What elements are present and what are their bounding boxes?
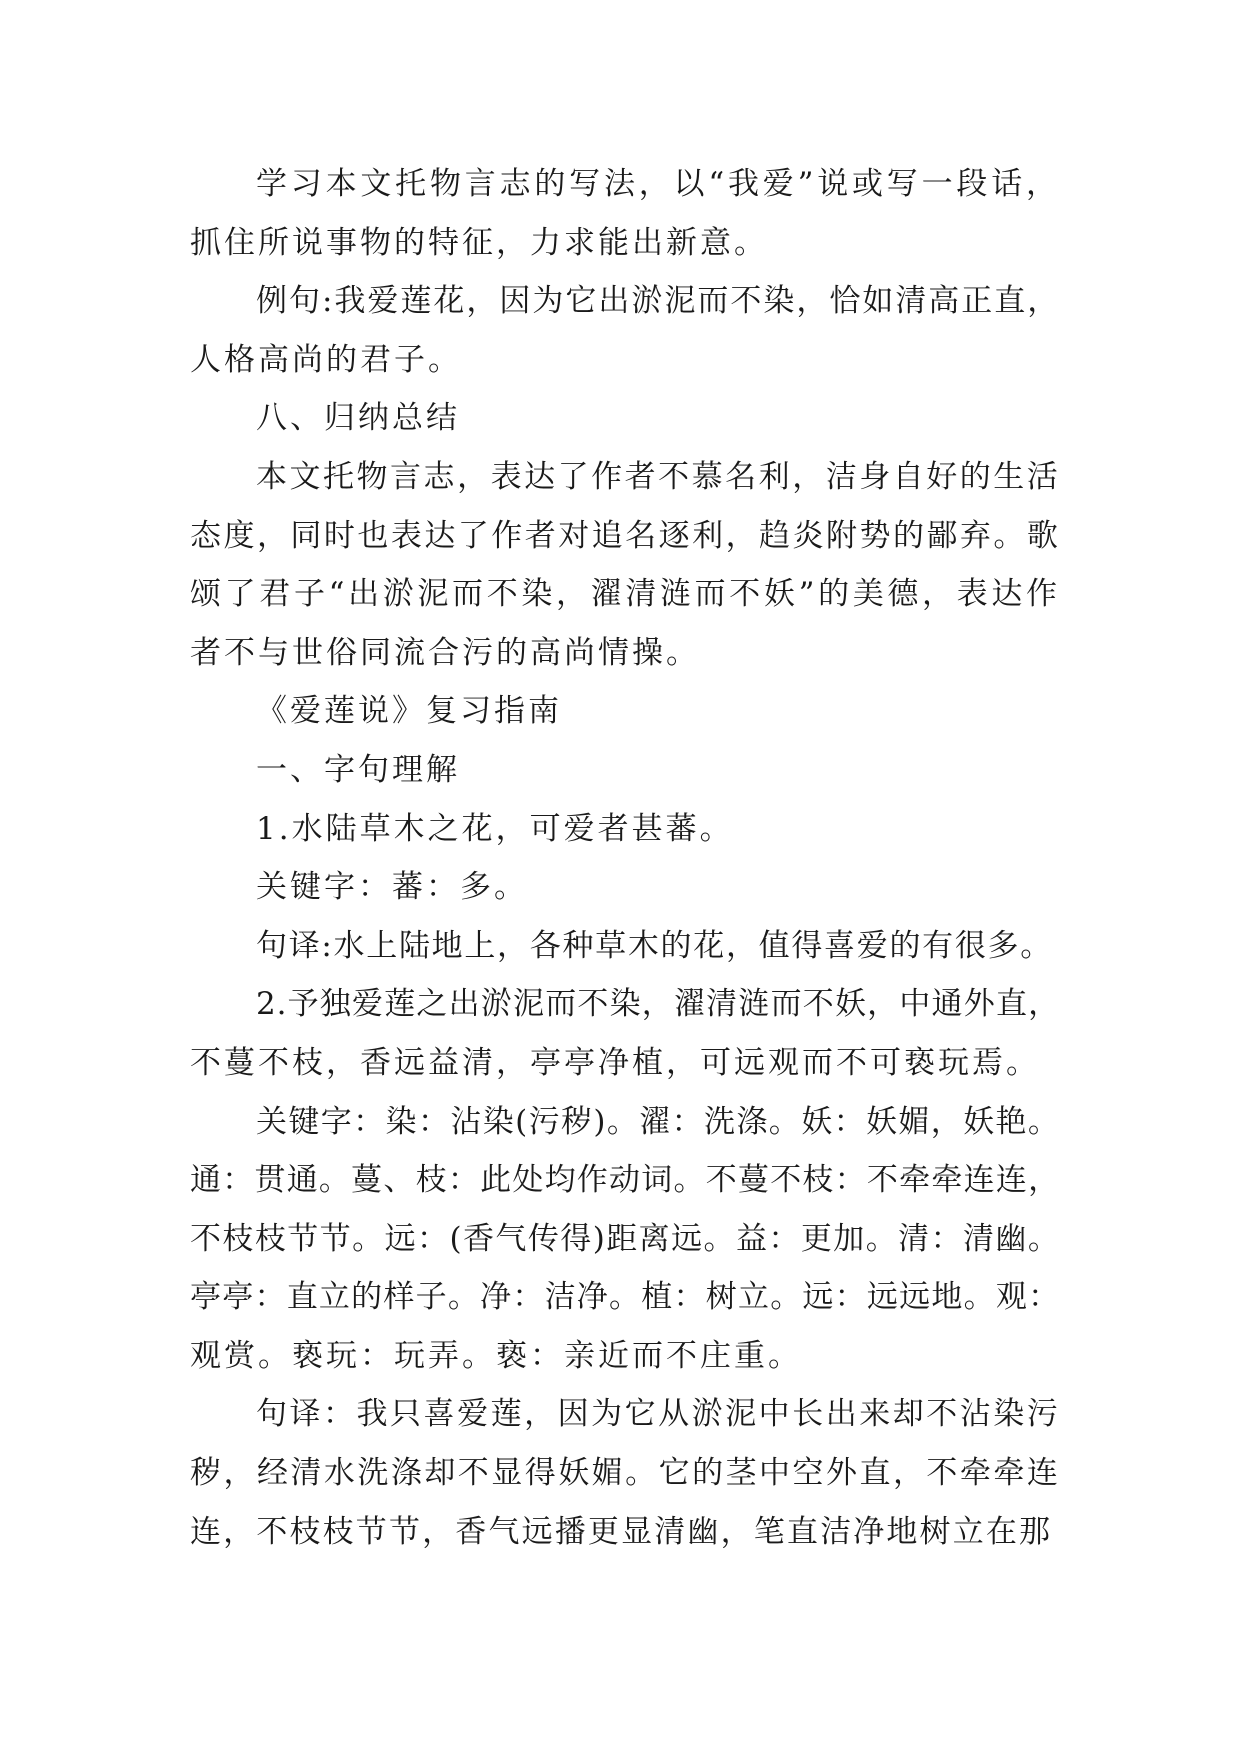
- text-line: 者不与世俗同流合污的高尚情操。: [190, 634, 700, 671]
- text-line: 句译：我只喜爱莲，因为它从淤泥中长出来却不沾染污: [256, 1396, 1060, 1433]
- text-line: 例句:我爱莲花，因为它出淤泥而不染，恰如清高正直，: [256, 283, 1060, 320]
- paragraph: [190, 682, 1060, 741]
- text-line: 亭亭：直立的样子。净：洁净。植：树立。远：远远地。观：: [190, 1279, 1060, 1316]
- text-line: 人格高尚的君子。: [190, 341, 462, 378]
- text-line: 连，不枝枝节节，香气远播更显清幽，笔直洁净地树立在那: [190, 1513, 1053, 1550]
- paragraph: [190, 741, 1060, 800]
- text-line: 抓住所说事物的特征，力求能出新意。: [190, 224, 768, 261]
- text-line: 本文托物言志，表达了作者不慕名利，洁身自好的生活: [256, 458, 1060, 495]
- paragraph: [190, 800, 1060, 859]
- paragraph: [190, 155, 1060, 272]
- text-line: 2.予独爱莲之出淤泥而不染，濯清涟而不妖，中通外直，: [256, 986, 1060, 1023]
- text-line: 观赏。亵玩：玩弄。亵：亲近而不庄重。: [190, 1337, 802, 1374]
- paragraph: [190, 389, 1060, 448]
- document-body: [190, 155, 1060, 1561]
- text-line: 《爱莲说》复习指南: [256, 693, 562, 730]
- text-line: 不蔓不枝，香远益清，亭亭净植，可远观而不可亵玩焉。: [190, 1044, 1040, 1081]
- paragraph: [190, 272, 1060, 389]
- paragraph: [190, 448, 1060, 682]
- text-line: 秽，经清水洗涤却不显得妖媚。它的茎中空外直，不牵牵连: [190, 1455, 1060, 1492]
- text-line: 态度，同时也表达了作者对追名逐利，趋炎附势的鄙弃。歌: [190, 517, 1060, 554]
- text-line: 一、字句理解: [256, 751, 460, 788]
- paragraph: [190, 975, 1060, 1092]
- text-line: 句译:水上陆地上，各种草木的花，值得喜爱的有很多。: [256, 927, 1053, 964]
- paragraph: [190, 858, 1060, 917]
- text-line: 学习本文托物言志的写法，以“我爱”说或写一段话，: [256, 166, 1060, 202]
- text-line: 1.水陆草木之花，可爱者甚蕃。: [256, 810, 734, 847]
- text-line: 关键字：蕃：多。: [256, 869, 528, 906]
- text-line: 关键字：染：沾染(污秽)。濯：洗涤。妖：妖媚，妖艳。: [256, 1103, 1060, 1140]
- text-line: 通：贯通。蔓、枝：此处均作动词。不蔓不枝：不牵牵连连，: [190, 1162, 1060, 1199]
- text-line: 不枝枝节节。远：(香气传得)距离远。益：更加。清：清幽。: [190, 1220, 1060, 1257]
- paragraph: [190, 1385, 1060, 1561]
- text-line: 八、归纳总结: [256, 400, 460, 437]
- paragraph: [190, 917, 1060, 976]
- paragraph: [190, 1093, 1060, 1386]
- text-line: 颂了君子“出淤泥而不染，濯清涟而不妖”的美德，表达作: [190, 576, 1060, 613]
